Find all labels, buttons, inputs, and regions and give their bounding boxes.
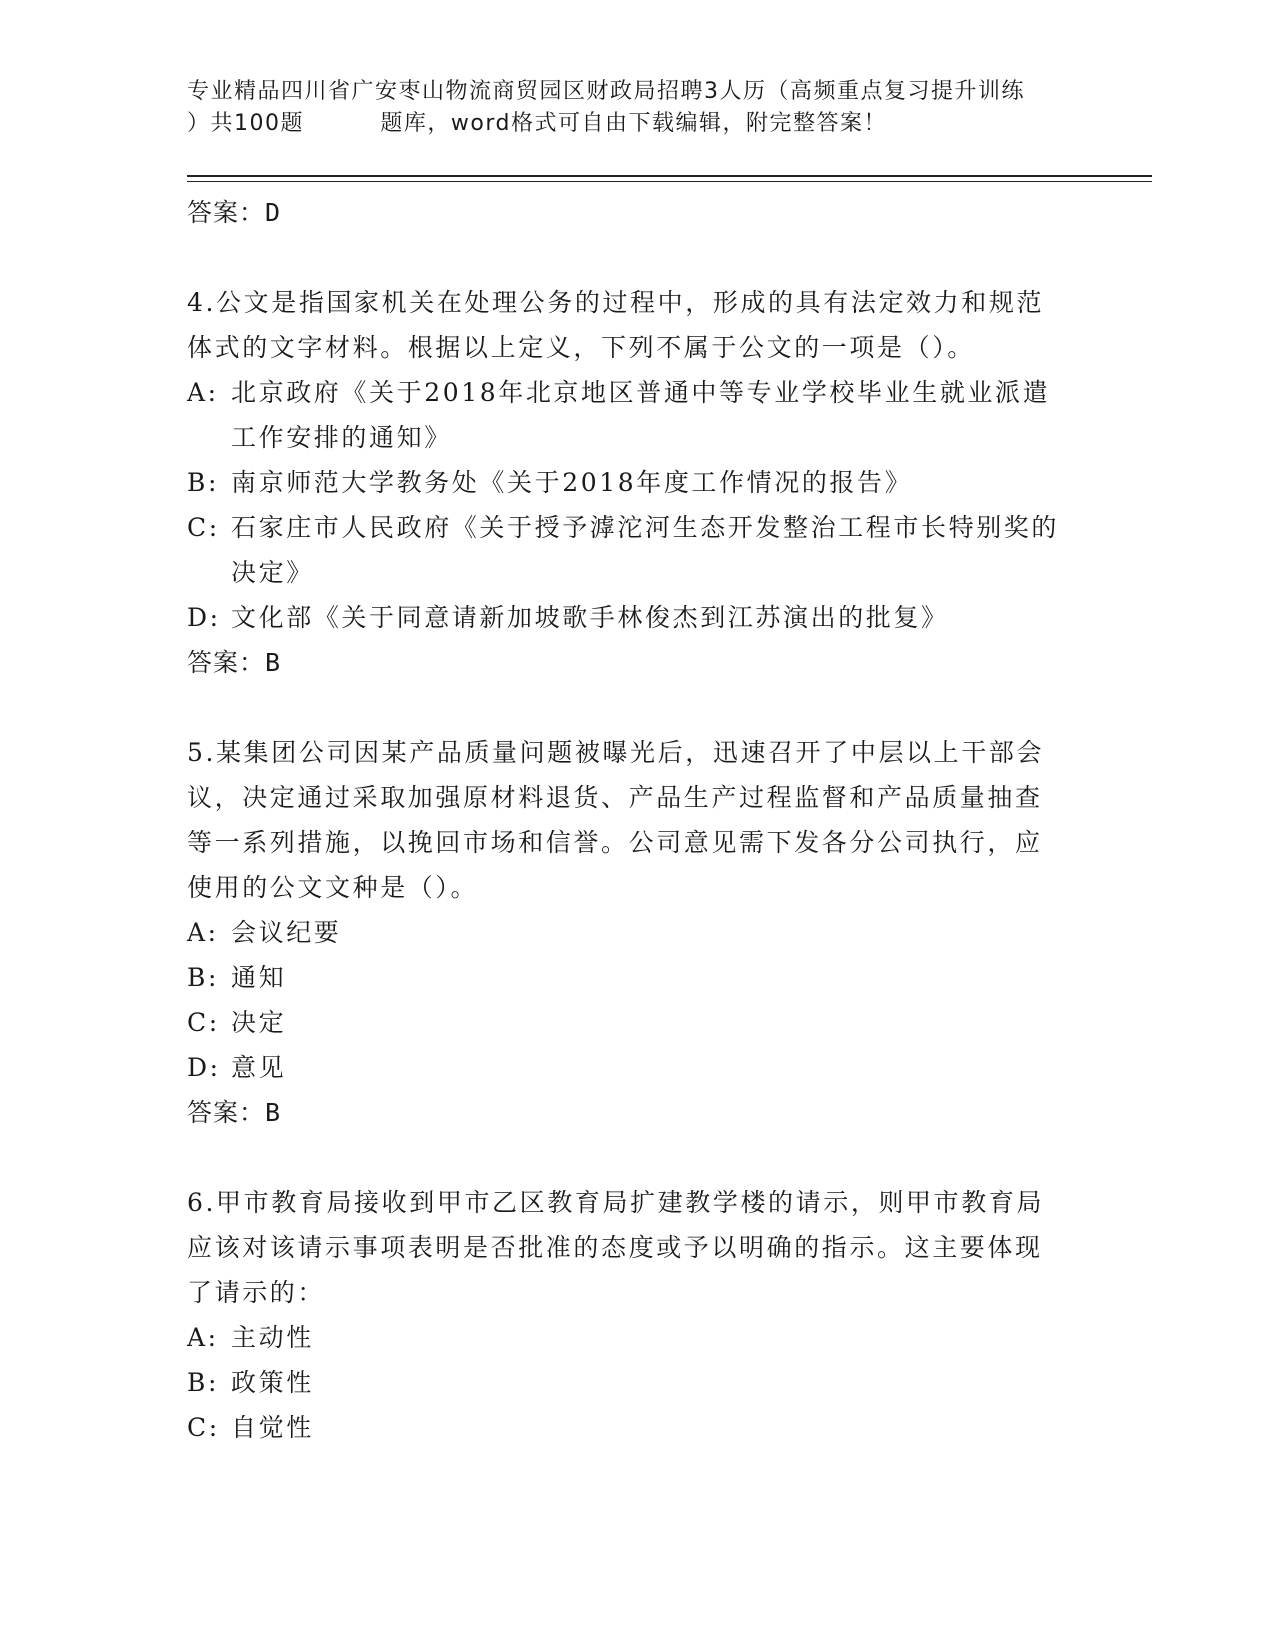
- option-letter: A:: [187, 378, 219, 407]
- option-text: 通知: [231, 963, 287, 992]
- question-stem: 4.公文是指国家机关在处理公务的过程中，形成的具有法定效力和规范体式的文字材料。根据以上定义，下列不属于公文的一项是（）。: [187, 288, 1045, 362]
- question-gap: [187, 685, 1067, 730]
- option-b: [187, 1360, 1067, 1405]
- option-d: [187, 1045, 1067, 1090]
- header-title-line-1: 专业精品四川省广安枣山物流商贸园区财政局招聘3人历（高频重点复习提升训练: [187, 79, 1025, 104]
- option-letter: C:: [187, 513, 220, 542]
- question-6: [187, 1180, 1067, 1450]
- answer-label: 答案：: [187, 648, 266, 677]
- option-text: 南京师范大学教务处《关于2018年度工作情况的报告》: [231, 468, 913, 497]
- question-gap: [187, 235, 1067, 280]
- question-gap: [187, 1135, 1067, 1180]
- option-letter: C:: [187, 1008, 220, 1037]
- option-text: 政策性: [231, 1368, 314, 1397]
- option-letter: B:: [187, 468, 219, 497]
- answer-label: 答案：: [187, 1098, 266, 1127]
- question-stem: 5.某集团公司因某产品质量问题被曝光后，迅速召开了中层以上干部会议，决定通过采取加强原材料退货、产品生产过程监督和产品质量抽查等一系列措施，以挽回市场和信誉。公司意见需下发各分公司执行，应使用的公文文种是（）。: [187, 738, 1045, 902]
- option-d: [187, 595, 1067, 640]
- option-a: [187, 1315, 1067, 1360]
- option-a: [187, 910, 1067, 955]
- option-text: 石家庄市人民政府《关于授予滹沱河生态开发整治工程市长特别奖的决定》: [231, 513, 1060, 587]
- option-c: [187, 1000, 1067, 1045]
- option-letter: B:: [187, 1368, 219, 1397]
- question-4: [187, 280, 1067, 685]
- option-letter: C:: [187, 1413, 220, 1442]
- option-c: [187, 505, 1067, 595]
- question-stem: 6.甲市教育局接收到甲市乙区教育局扩建教学楼的请示，则甲市教育局应该对该请示事项表明是否批准的态度或予以明确的指示。这主要体现了请示的：: [187, 1188, 1045, 1307]
- answer-line-q5: [187, 1090, 1067, 1135]
- answer-value: B: [265, 648, 282, 677]
- document-header: [187, 76, 1087, 140]
- answer-label: 答案：: [187, 198, 266, 227]
- option-text: 决定: [231, 1008, 287, 1037]
- option-letter: A:: [187, 1323, 219, 1352]
- option-letter: B:: [187, 963, 219, 992]
- option-text: 意见: [231, 1053, 287, 1082]
- option-a: [187, 370, 1067, 460]
- question-list: [187, 190, 1067, 1450]
- answer-line-q4: [187, 640, 1067, 685]
- option-letter: D:: [187, 1053, 221, 1082]
- answer-value: D: [265, 198, 282, 227]
- answer-line-q3: [187, 190, 1067, 235]
- question-5: [187, 730, 1067, 1135]
- option-letter: D:: [187, 603, 221, 632]
- option-text: 主动性: [231, 1323, 314, 1352]
- header-rule-thin: [187, 181, 1152, 182]
- option-c: [187, 1405, 1067, 1450]
- header-rule-thick: [187, 175, 1152, 177]
- option-text: 会议纪要: [231, 918, 342, 947]
- option-text: 自觉性: [231, 1413, 314, 1442]
- option-text: 文化部《关于同意请新加坡歌手林俊杰到江苏演出的批复》: [231, 603, 949, 632]
- option-text: 北京政府《关于2018年北京地区普通中等专业学校毕业生就业派遣工作安排的通知》: [231, 378, 1051, 452]
- option-letter: A:: [187, 918, 219, 947]
- header-title-line-2: ）共100题 题库，word格式可自由下载编辑，附完整答案！: [187, 111, 888, 136]
- answer-value: B: [265, 1098, 282, 1127]
- option-b: [187, 460, 1067, 505]
- option-b: [187, 955, 1067, 1000]
